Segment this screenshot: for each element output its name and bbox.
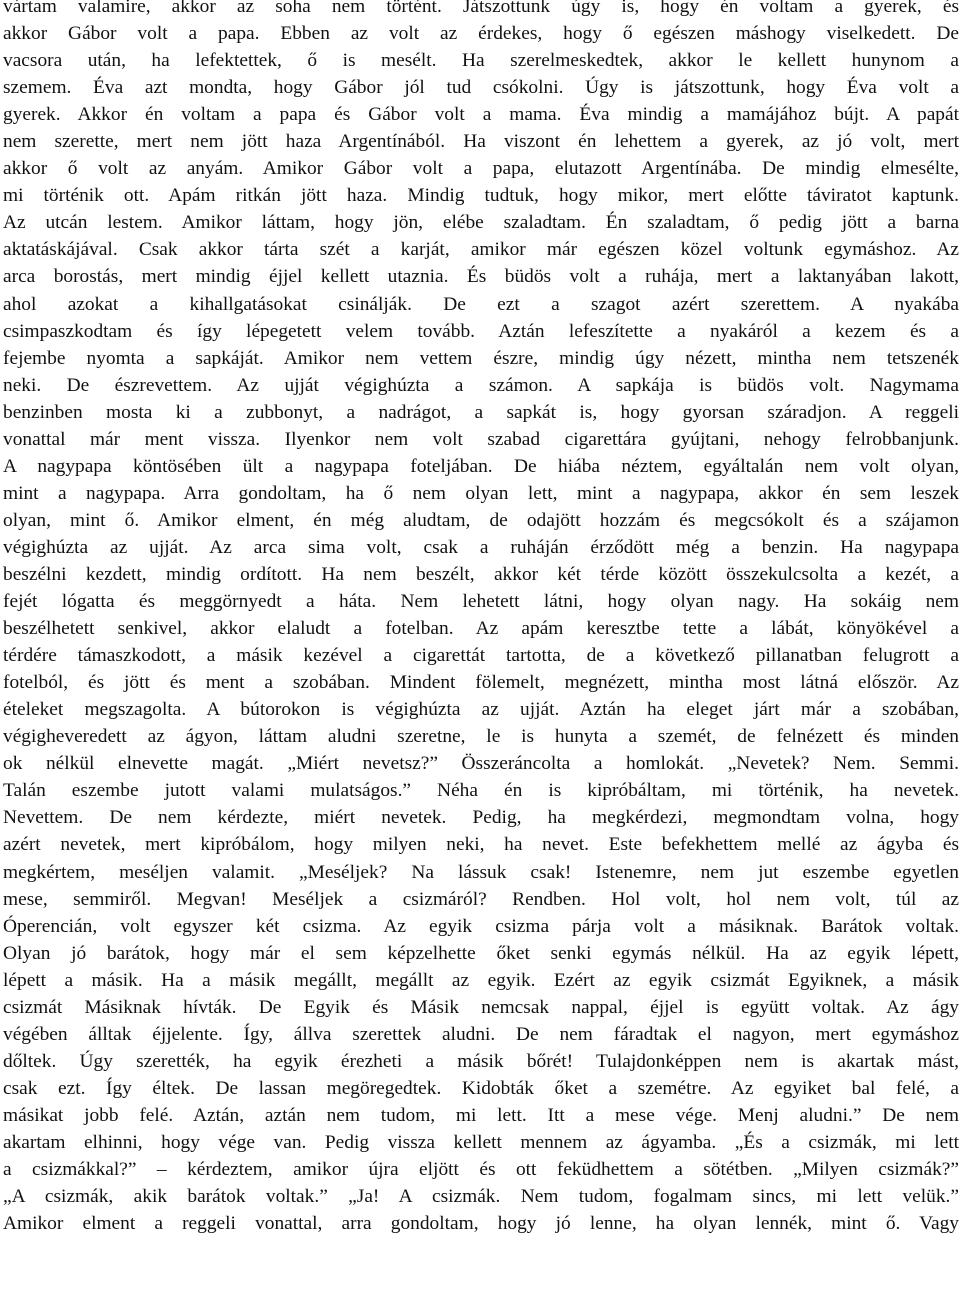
- text-line: aktatáskájával. Csak akkor tárta szét a karját, amikor már egészen közel voltunk egymáshoz. Az: [3, 239, 959, 261]
- text-line: mese, semmiről. Megvan! Meséljek a csizmáról? Rendben. Hol volt, hol nem volt, túl az: [3, 888, 959, 910]
- text-line: másikat jobb felé. Aztán, aztán nem tudom, mi lett. Itt a mese vége. Menj aludni.” De nem: [3, 1104, 959, 1126]
- text-line: beszélni kezdett, mindig ordított. Ha nem beszélt, akkor két térde között összekulcsolta a kezét, a: [3, 563, 959, 585]
- text-line: ételeket megszagolta. A bútorokon is végighúzta az ujját. Aztán ha eleget járt már a szobában,: [3, 699, 959, 721]
- text-line: benzinben mosta ki a zubbonyt, a nadrágot, a sapkát is, hogy gyorsan száradjon. A reggeli: [3, 401, 959, 423]
- text-line: „A csizmák, akik barátok voltak.” „Ja! A csizmák. Nem tudom, fogalmam sincs, mi lett velük.”: [3, 1186, 959, 1208]
- text-line: ok nélkül elnevette magát. „Miért nevetsz?” Összeráncolta a homlokát. „Nevetek? Nem. Semmi.: [3, 753, 959, 775]
- text-line: dőltek. Úgy szerették, ha egyik érezheti a másik bőrét! Tulajdonképpen nem is akartak mást,: [3, 1050, 959, 1072]
- text-line: csimpaszkodtam és így lépegetett velem tovább. Aztán lefeszítette a nyakáról a kezem és a: [3, 320, 959, 342]
- text-line: végében álltak éjjelente. Így, állva szerettek aludni. De nem fáradtak el nagyon, mert egymáshoz: [3, 1023, 959, 1045]
- text-line: végigheveredett az ágyon, láttam aludni szeretne, le is hunyta a szemét, de felnézett és minden: [3, 726, 959, 748]
- text-line: csizmát Másiknak hívták. De Egyik és Másik nemcsak nappal, éjjel is együtt voltak. Az ágy: [3, 996, 959, 1018]
- text-line: Olyan jó barátok, hogy már el sem képzelhette őket senki egymás nélkül. Ha az egyik lépett,: [3, 942, 959, 964]
- text-line: térdére támaszkodott, a másik kezével a cigarettát tartotta, de a következő pillanatban felugrott a: [3, 645, 959, 667]
- text-line: vacsora után, ha lefektettek, ő is mesélt. Ha szerelmeskedtek, akkor le kellett hunynom a: [3, 50, 959, 72]
- text-line: gyerek. Akkor én voltam a papa és Gábor volt a mama. Éva mindig a mamájához bújt. A papát: [3, 104, 959, 126]
- text-line: Óperencián, volt egyszer két csizma. Az egyik csizma párja volt a másiknak. Barátok voltak.: [3, 915, 959, 937]
- text-line: lépett a másik. Ha a másik megállt, megállt az egyik. Ezért az egyik csizmát Egyiknek, a másik: [3, 969, 959, 991]
- text-line: fejembe nyomta a sapkáját. Amikor nem vettem észre, mindig úgy nézett, mintha nem tetszenék: [3, 347, 959, 369]
- text-line: megkértem, meséljen valamit. „Meséljek? Na lássuk csak! Istenemre, nem jut eszembe egyetlen: [3, 861, 959, 883]
- text-line: nem szerette, mert nem jött haza Argentínából. Ha viszont én lehettem a gyerek, az jó volt, mert: [3, 131, 959, 153]
- text-line: mi történik ott. Apám ritkán jött haza. Mindig tudtuk, hogy mikor, mert előtte táviratot kaptunk.: [3, 185, 959, 207]
- text-line: azért nevetek, mert kipróbálom, hogy milyen neki, ha nevet. Este befekhettem mellé az ágyba és: [3, 834, 959, 856]
- text-line: arca borostás, mert mindig éjjel kellett utaznia. És büdös volt a ruhája, mert a laktanyában lakott,: [3, 266, 959, 288]
- document-page: [3, 0, 959, 1237]
- text-line: szemem. Éva azt mondta, hogy Gábor jól tud csókolni. Úgy is játszottunk, hogy Éva volt a: [3, 77, 959, 99]
- text-line: fotelból, és jött és ment a szobában. Mindent fölemelt, megnézett, mintha most látná először. Az: [3, 672, 959, 694]
- text-line: vonattal már ment vissza. Ilyenkor nem volt szabad cigarettára gyújtani, nehogy felrobbanjunk.: [3, 428, 959, 450]
- text-line: Az utcán lestem. Amikor láttam, hogy jön, elébe szaladtam. Én szaladtam, ő pedig jött a barna: [3, 212, 959, 234]
- text-line: mint a nagypapa. Arra gondoltam, ha ő nem olyan lett, mint a nagypapa, akkor én sem leszek: [3, 482, 959, 504]
- text-line: végighúzta az ujját. Az arca sima volt, csak a ruháján érződött még a benzin. Ha nagypapa: [3, 536, 959, 558]
- text-line: beszélhetett senkivel, akkor elaludt a fotelban. Az apám keresztbe tette a lábát, könyökével a: [3, 618, 959, 640]
- text-line: csak ezt. Így éltek. De lassan megöregedtek. Kidobták őket a szemétre. Az egyiket bal felé, a: [3, 1077, 959, 1099]
- text-line: akartam elhinni, hogy vége van. Pedig vissza kellett mennem az ágyamba. „És a csizmák, mi lett: [3, 1131, 959, 1153]
- text-line: Nevettem. De nem kérdezte, miért nevetek. Pedig, ha megkérdezi, megmondtam volna, hogy: [3, 807, 959, 829]
- text-line: a csizmákkal?” – kérdeztem, amikor újra eljött és ott feküdhettem a sötétben. „Milyen csizmák?”: [3, 1159, 959, 1181]
- text-line: neki. De észrevettem. Az ujját végighúzta a számon. A sapkája is büdös volt. Nagymama: [3, 374, 959, 396]
- text-line: ahol azokat a kihallgatásokat csinálják. De ezt a szagot azért szerettem. A nyakába: [3, 293, 959, 315]
- text-line: akkor Gábor volt a papa. Ebben az volt az érdekes, hogy ő egészen máshogy viselkedett. De: [3, 23, 959, 45]
- text-line: vártam valamire, akkor az soha nem történt. Játszottunk úgy is, hogy én voltam a gyerek, és: [3, 0, 959, 17]
- text-line: akkor ő volt az anyám. Amikor Gábor volt a papa, elutazott Argentínába. De mindig elmesélte,: [3, 158, 959, 180]
- text-line: fejét lógatta és meggörnyedt a háta. Nem lehetett látni, hogy olyan nagy. Ha sokáig nem: [3, 591, 959, 613]
- text-line: Amikor elment a reggeli vonattal, arra gondoltam, hogy jó lenne, ha olyan lennék, mint ő. Vagy: [3, 1213, 959, 1235]
- text-line: Talán eszembe jutott valami mulatságos.” Néha én is kipróbáltam, mi történik, ha nevetek.: [3, 780, 959, 802]
- text-line: A nagypapa köntösében ült a nagypapa foteljában. De hiába néztem, egyáltalán nem volt olyan,: [3, 455, 959, 477]
- text-line: olyan, mint ő. Amikor elment, én még aludtam, de odajött hozzám és megcsókolt és a szájamon: [3, 509, 959, 531]
